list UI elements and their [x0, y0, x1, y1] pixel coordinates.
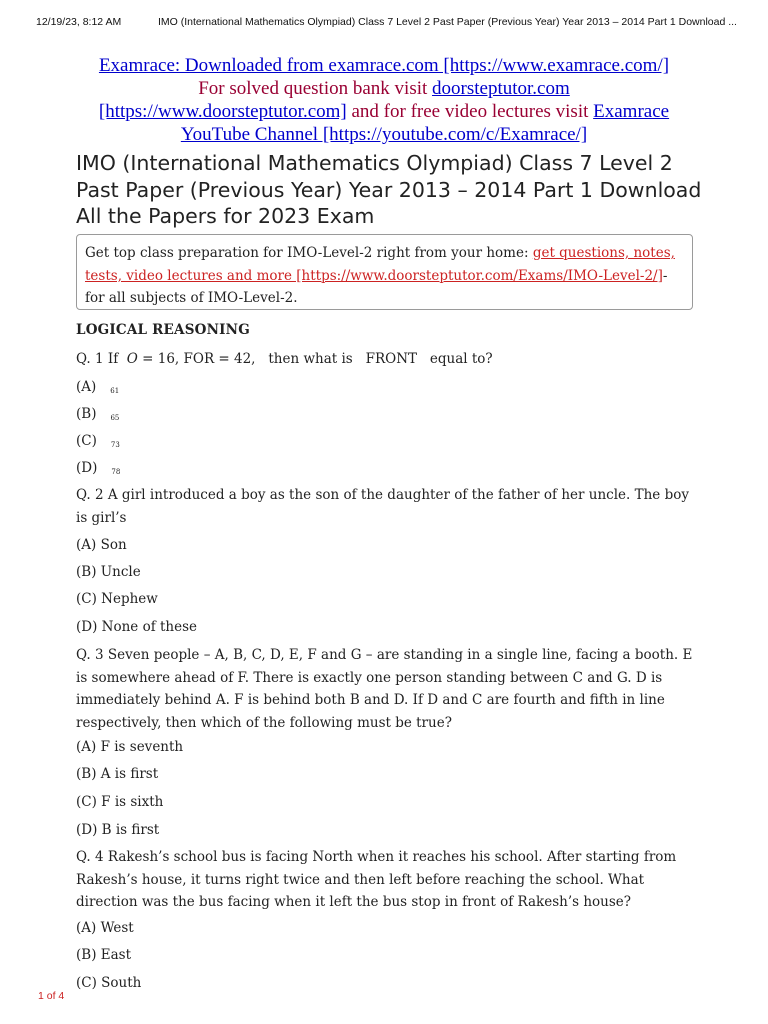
- q1-prefix: Q. 1 If: [76, 351, 119, 367]
- print-page-title: IMO (International Mathematics Olympiad) Class 7 Level 2 Past Paper (Previous Year) Year 2013 – 2014 Part 1 Download ...: [158, 16, 737, 28]
- q2-option-a: (A) Son: [76, 537, 127, 553]
- q4-option-c: (C) South: [76, 975, 142, 991]
- page-title: IMO (International Mathematics Olympiad) Class 7 Level 2 Past Paper (Previous Year) Year 2013 – 2014 Part 1 Download All the Papers for 2023 Exam: [76, 151, 702, 228]
- option-value: 65: [110, 414, 120, 422]
- doorsteptutor-url-link[interactable]: [https://www.doorsteptutor.com]: [98, 101, 347, 122]
- banner-text-videos: and for free video lectures visit: [346, 101, 594, 122]
- q3-option-b: (B) A is first: [76, 766, 159, 782]
- q2-option-d: (D) None of these: [76, 619, 198, 635]
- doorsteptutor-link[interactable]: doorsteptutor.com: [432, 78, 570, 99]
- q1-option-b: [76, 403, 119, 430]
- q1-suffix: equal to?: [429, 351, 493, 367]
- section-heading: LOGICAL REASONING: [76, 322, 250, 338]
- q1-option-c: [76, 430, 120, 457]
- examrace-youtube-link-part1[interactable]: Examrace: [593, 101, 670, 122]
- q4-option-a: (A) West: [76, 920, 134, 936]
- q2-option-c: (C) Nephew: [76, 591, 158, 607]
- promo-text: Get top class preparation for IMO-Level-2 right from your home:: [85, 245, 533, 261]
- question-2: Q. 2 A girl introduced a boy as the son of the daughter of the father of her uncle. The boy is girl’s: [76, 487, 689, 526]
- banner-text-solved: For solved question bank visit: [198, 78, 433, 99]
- source-banner: [60, 54, 708, 146]
- q1-math-o: O: [126, 351, 138, 367]
- option-label: (C): [76, 433, 97, 449]
- promo-link[interactable]: get questions, notes, tests, video lectures and more [https://www.doorsteptutor.com/Exams/IMO-Level-2/]: [85, 245, 675, 284]
- print-timestamp: 12/19/23, 8:12 AM: [36, 16, 122, 28]
- promo-suffix: - for all subjects of IMO-Level-2.: [85, 267, 668, 306]
- q1-option-d: [76, 457, 120, 484]
- q3-option-d: (D) B is first: [76, 822, 160, 838]
- q1-option-a: [76, 376, 119, 403]
- q2-option-b: (B) Uncle: [76, 564, 141, 580]
- option-value: 61: [110, 387, 120, 395]
- q1-mid: then what is: [268, 351, 353, 367]
- q3-option-a: (A) F is seventh: [76, 739, 184, 755]
- option-label: (B): [76, 406, 97, 422]
- print-header: [0, 14, 768, 30]
- question-4: Q. 4 Rakesh’s school bus is facing North when it reaches his school. After starting from Rakesh’s house, it turns right twice and then left before reaching the school. What direction was the bus facing when it left the bus stop in front of Rakesh’s house?: [76, 849, 677, 910]
- question-1: [76, 348, 493, 371]
- option-value: 78: [111, 468, 121, 476]
- q3-option-c: (C) F is sixth: [76, 794, 164, 810]
- page-indicator: 1 of 4: [38, 990, 65, 1002]
- q1-math-equation: = 16, FOR = 42,: [137, 351, 256, 367]
- examrace-youtube-link-part2[interactable]: YouTube Channel [https://youtube.com/c/Examrace/]: [180, 124, 588, 145]
- examrace-link[interactable]: Examrace: Downloaded from examrace.com [https://www.examrace.com/]: [98, 55, 670, 76]
- option-label: (D): [76, 460, 98, 476]
- q4-option-b: (B) East: [76, 947, 132, 963]
- option-value: 73: [110, 441, 120, 449]
- promo-box: [76, 234, 693, 310]
- question-3: Q. 3 Seven people – A, B, C, D, E, F and G – are standing in a single line, facing a booth. E is somewhere ahead of F. There is exactly one person standing between C and G. D is immediately behind A. F is behind both B and D. If D and C are fourth and fifth in line respectively, then which of the following must be true?: [76, 647, 693, 731]
- option-label: (A): [76, 379, 97, 395]
- q1-math-front: FRONT: [365, 351, 418, 367]
